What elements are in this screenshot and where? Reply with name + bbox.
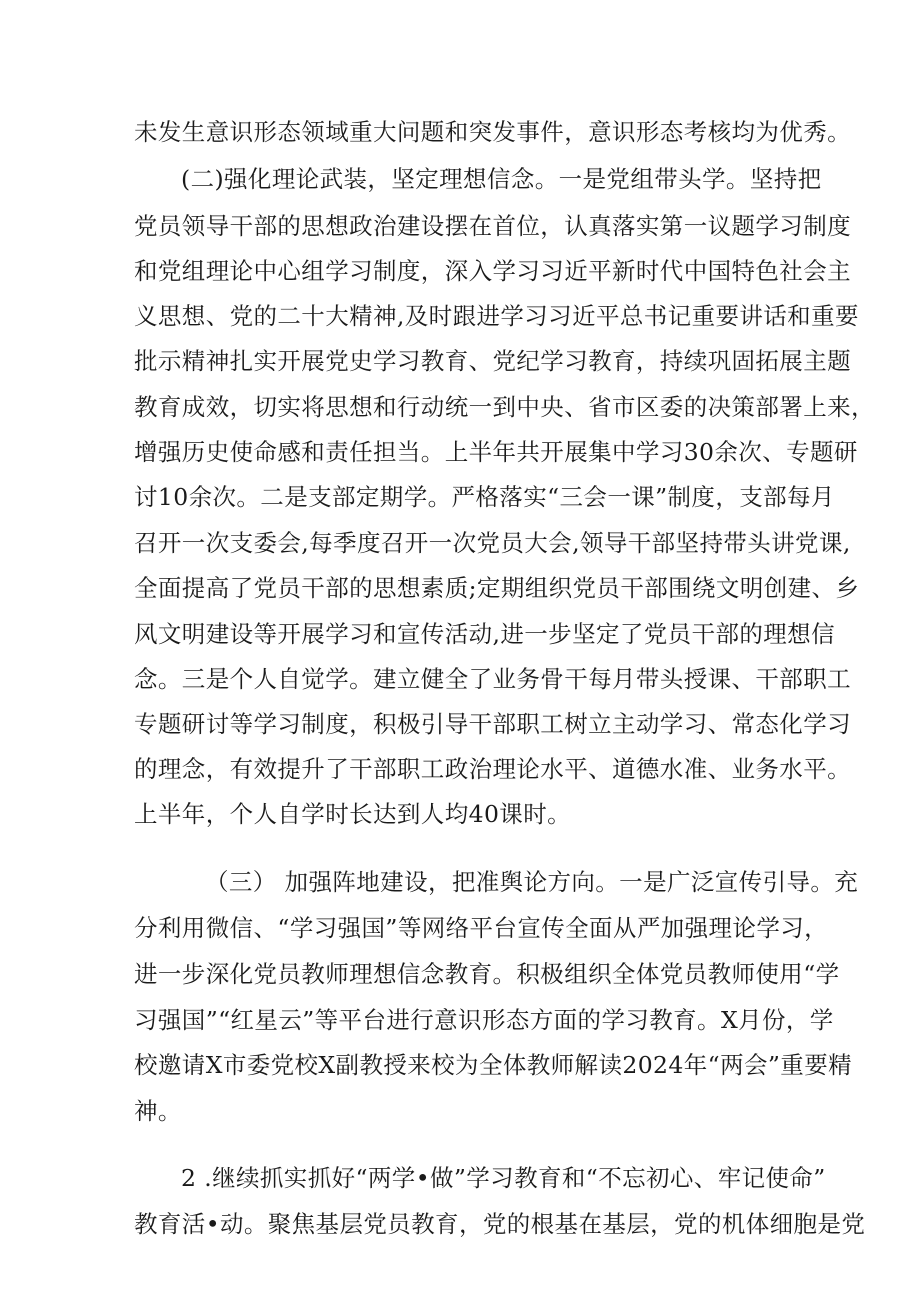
text-line: 义思想、党的二十大精神,及时跟进学习习近平总书记重要讲话和重要 (134, 302, 859, 330)
text-line: 校邀请X市委党校X副教授来校为全体教师解读2024年“两会”重要精 (134, 1051, 852, 1079)
text-line: 神。 (134, 1097, 182, 1125)
text-line: 召开一次支委会,每季度召开一次党员大会,领导干部坚持带头讲党课, (134, 529, 851, 557)
section-heading-line: (二)强化理论武装，坚定理想信念。一是党组带头学。坚持把 (181, 165, 822, 193)
text-line: 习强国”“红星云”等平台进行意识形态方面的学习教育。X月份，学 (134, 1006, 834, 1034)
text-line: 教育成效，切实将思想和行动统一到中央、省市区委的决策部署上来， (134, 393, 875, 421)
text-line: 未发生意识形态领域重大问题和突发事件，意识形态考核均为优秀。 (134, 118, 851, 146)
text-line: 分利用微信、“学习强国”等网络平台宣传全面从严加强理论学习， (134, 914, 829, 942)
text-line: 和党组理论中心组学习制度，深入学习习近平新时代中国特色社会主 (134, 257, 851, 285)
text-line: 全面提高了党员干部的思想素质;定期组织党员干部围绕文明创建、乡 (134, 574, 860, 602)
text-line: 上半年，个人自学时长达到人均40课时。 (134, 800, 572, 828)
section-heading-line: （三） 加强阵地建设，把准舆论方向。一是广泛宣传引导。充 (205, 868, 859, 896)
text-line: 批示精神扎实开展党史学习教育、党纪学习教育，持续巩固拓展主题 (134, 347, 851, 375)
text-line: 党员领导干部的思想政治建设摆在首位，认真落实第一议题学习制度 (134, 212, 851, 240)
text-line: 讨10余次。二是支部定期学。严格落实“三会一课”制度，支部每月 (134, 483, 835, 511)
text-line: 专题研讨等学习制度，积极引导干部职工树立主动学习、常态化学习 (134, 710, 851, 738)
text-line: 的理念，有效提升了干部职工政治理论水平、道德水准、业务水平。 (134, 755, 851, 783)
text-line: 风文明建设等开展学习和宣传活动,进一步坚定了党员干部的理想信 (134, 620, 835, 648)
numbered-item-line: 2 .继续抓实抓好“两学•做”学习教育和“不忘初心、牢记使命” (181, 1164, 826, 1192)
text-line: 教育活•动。聚焦基层党员教育，党的根基在基层，党的机体细胞是党 (134, 1210, 866, 1238)
text-line: 增强历史使命感和责任担当。上半年共开展集中学习30余次、专题研 (134, 438, 858, 466)
text-line: 进一步深化党员教师理想信念教育。积极组织全体党员教师使用“学 (134, 960, 840, 988)
text-line: 念。三是个人自觉学。建立健全了业务骨干每月带头授课、干部职工 (134, 665, 851, 693)
